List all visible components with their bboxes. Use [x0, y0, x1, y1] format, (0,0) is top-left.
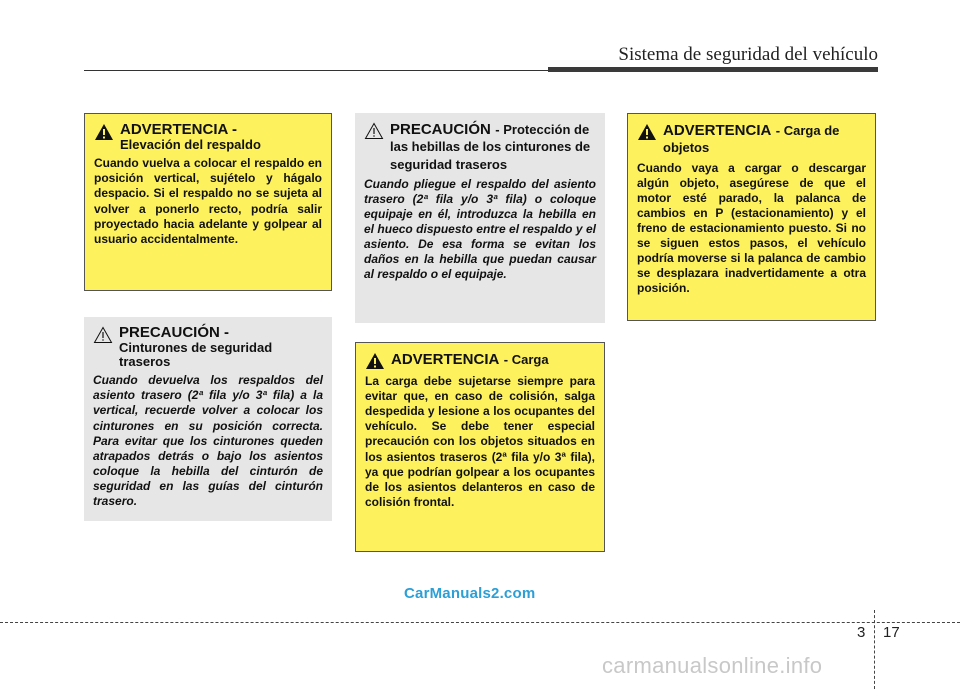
caution-outline-icon: [93, 326, 113, 344]
box-body: Cuando pliegue el respaldo del asiento trasero (2ª fila y/o 3ª fila) o coloque equipaje en él, introduzca la hebilla en el hueco dispuesto entre el respaldo y el asiento. De esa forma se evitan los daños en la hebilla que puedan causar al respaldo o el equipaje.: [364, 176, 596, 282]
box-heading: [364, 121, 596, 173]
box-heading: [94, 122, 322, 152]
box-title: PRECAUCIÓN: [390, 121, 491, 138]
footer-site-mark[interactable]: carmanualsonline.info: [602, 653, 823, 678]
box-heading: [365, 351, 595, 370]
caution-outline-icon: [364, 122, 384, 140]
warning-box-backrest: [84, 113, 332, 291]
box-subtitle: - Carga: [503, 352, 549, 367]
warning-box-loading: [627, 113, 876, 321]
box-title: ADVERTENCIA: [391, 351, 500, 368]
page-number: 17: [883, 624, 900, 641]
box-subtitle: Cinturones de seguridad traseros: [119, 340, 273, 370]
box-heading: [637, 122, 866, 157]
footer-rule: [0, 622, 960, 623]
header-rule-thick: [548, 67, 878, 72]
warning-filled-icon: [94, 123, 114, 141]
header-rule-thin: [84, 70, 554, 71]
warning-box-cargo: [355, 342, 605, 552]
watermark-link[interactable]: CarManuals2.com: [404, 585, 536, 602]
page-header-title: Sistema de seguridad del vehículo: [618, 44, 878, 65]
warning-filled-icon: [365, 352, 385, 370]
caution-box-buckles: [355, 113, 605, 323]
box-heading: [93, 325, 323, 369]
box-title: ADVERTENCIA -: [120, 121, 237, 138]
box-subtitle: - Carga de objetos: [663, 123, 840, 156]
box-title: PRECAUCIÓN -: [119, 324, 230, 341]
box-body: Cuando vuelva a colocar el respaldo en posición vertical, sujételo y hágalo despacio. Si el respaldo no se sujeta al volver a ponerlo recto, podría salir proyectado hacia adelante y golpear al usuario accidentalmente.: [94, 156, 322, 246]
box-title: ADVERTENCIA: [663, 122, 772, 139]
box-subtitle: Elevación del respaldo: [120, 137, 261, 153]
caution-box-belts: [84, 317, 332, 521]
page-number-separator: [874, 610, 876, 689]
box-body: Cuando devuelva los respaldos del asiento trasero (2ª fila y/o 3ª fila) a la vertical, recuerde volver a colocar los cinturones en su posición correcta. Para evitar que los cinturones queden atrapados detrás o bajo los asientos coloque la hebilla del cinturón de seguridad en las guías del cinturón trasero.: [93, 373, 323, 509]
chapter-number: 3: [857, 624, 866, 641]
box-subtitle: - Protección de las hebillas de los cinturones de seguridad traseros: [390, 122, 591, 172]
box-body: La carga debe sujetarse siempre para evitar que, en caso de colisión, salga despedida y lesione a los ocupantes del vehículo. Se debe tener especial precaución con los objetos situados en los asientos traseros (2ª fila y/o 3ª fila), ya que podrían golpear a los ocupantes de los asientos delanteros en caso de colisión frontal.: [365, 374, 595, 509]
box-body: Cuando vaya a cargar o descargar algún objeto, asegúrese de que el motor esté parado, la palanca de cambios en P (estacionamiento) y el freno de estacionamiento puesto. Si no se siguen estos pasos, el vehículo podría moverse si la palanca de cambio se desplazara inadvertidamente a otra posición.: [637, 160, 866, 296]
warning-filled-icon: [637, 123, 657, 141]
